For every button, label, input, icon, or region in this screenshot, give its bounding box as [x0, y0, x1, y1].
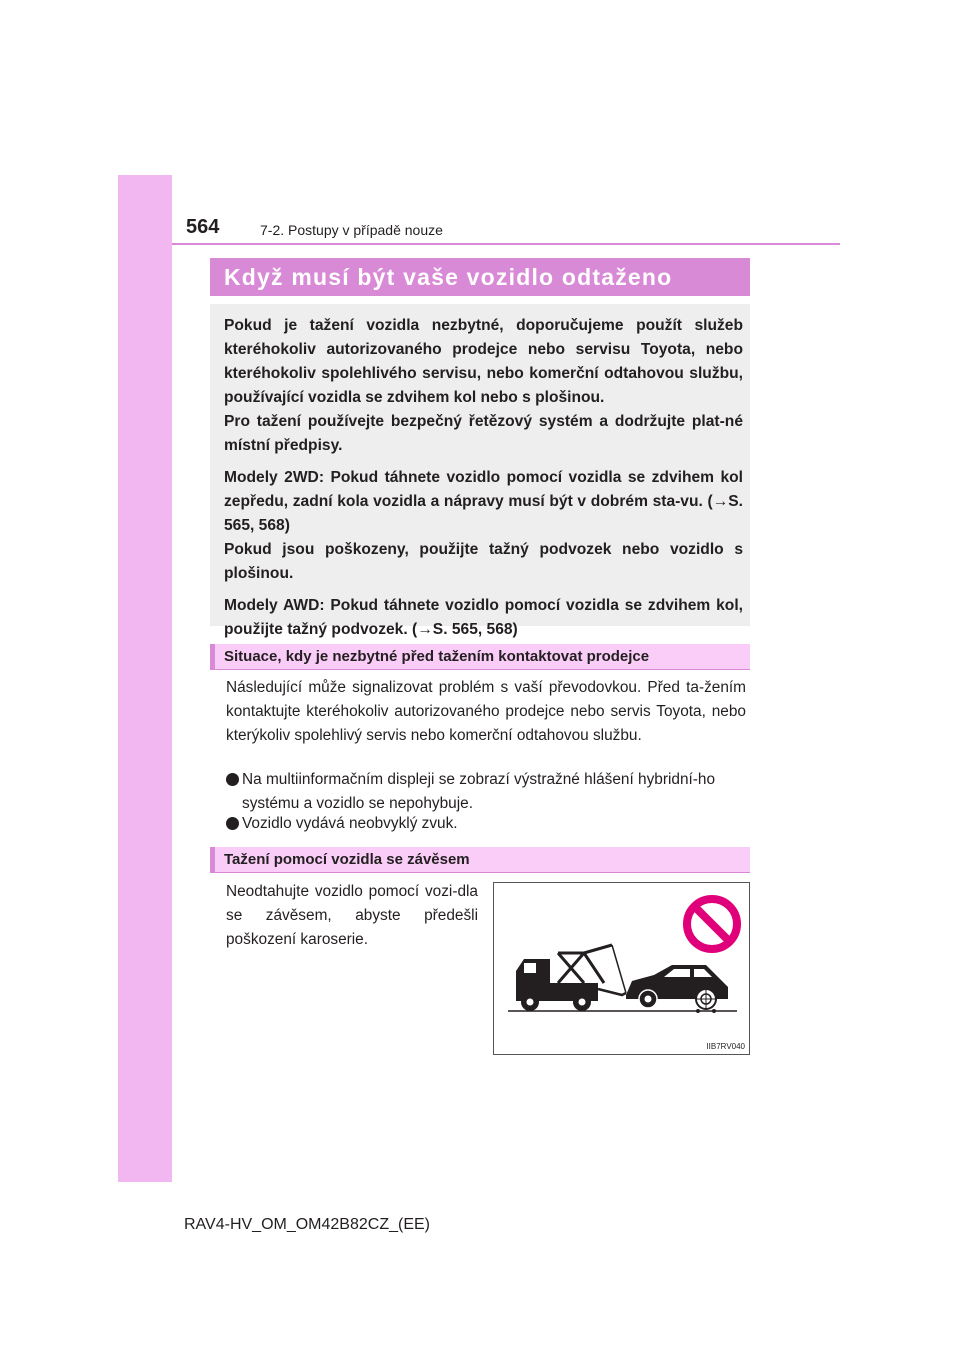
list-item	[226, 768, 746, 816]
prohibition-icon	[687, 899, 737, 949]
intro-paragraph-2: Pro tažení používejte bezpečný řetězový systém a dodržujte plat-né místní předpisy.	[224, 413, 743, 454]
intro-paragraph-4: Pokud jsou poškozeny, použijte tažný podvozek nebo vozidlo s plošinou.	[224, 541, 743, 582]
intro-paragraph-3: Modely 2WD: Pokud táhnete vozidlo pomocí vozidla se zdvihem kol zepředu, zadní kola vozidla a nápravy musí být v dobrém sta-vu. (→S. 565, 568)	[224, 469, 743, 534]
list-item-text: Vozidlo vydává neobvyklý zvuk.	[242, 815, 458, 832]
section-reference: 7-2. Postupy v případě nouze	[260, 222, 443, 238]
document-code: RAV4-HV_OM_OM42B82CZ_(EE)	[184, 1216, 430, 1233]
intro-box	[210, 304, 750, 638]
figure-code: IIB7RV040	[706, 1042, 745, 1051]
list-item	[226, 812, 746, 836]
header-rule	[172, 243, 840, 245]
sling-tow-illustration	[493, 882, 750, 1055]
tow-truck	[516, 945, 626, 1011]
side-tab-band	[118, 175, 172, 1182]
section2-paragraph: Neodtahujte vozidlo pomocí vozi-dla se závěsem, abyste předešli poškození karoserie.	[226, 883, 478, 948]
bullet-icon	[226, 773, 239, 786]
section-heading-contact-dealer: Situace, kdy je nezbytné před tažením kontaktovat prodejce	[210, 644, 750, 670]
page-number: 564	[186, 216, 220, 238]
section1-paragraph: Následující může signalizovat problém s vaší převodovkou. Před ta-žením kontaktujte kteréhokoliv autorizovaného prodejce nebo servis Toyota, nebo kterýkoliv spolehlivý servis nebo komerční odtahovou službu.	[226, 679, 746, 744]
intro-paragraph-5: Modely AWD: Pokud táhnete vozidlo pomocí vozidla se zdvihem kol, použijte tažný podvozek. (→S. 565, 568)	[224, 597, 743, 638]
list-item-text: Na multiinformačním displeji se zobrazí výstražné hlášení hybridní-ho systému a vozidlo se nepohybuje.	[242, 771, 716, 812]
intro-paragraph-1: Pokud je tažení vozidla nezbytné, doporučujeme použít služeb kteréhokoliv autorizovaného prodejce nebo servisu Toyota, nebo kteréhokoliv spolehlivého servisu, nebo komerční odtahovou službu, používající vozidla se zdvihem kol nebo s plošinou.	[224, 317, 743, 406]
towed-car	[626, 965, 728, 1013]
bullet-icon	[226, 817, 239, 830]
tow-truck-illustration	[494, 883, 749, 1054]
section-heading-sling-tow: Tažení pomocí vozidla se závěsem	[210, 847, 750, 873]
page-title: Když musí být vaše vozidlo odtaženo	[210, 258, 750, 296]
